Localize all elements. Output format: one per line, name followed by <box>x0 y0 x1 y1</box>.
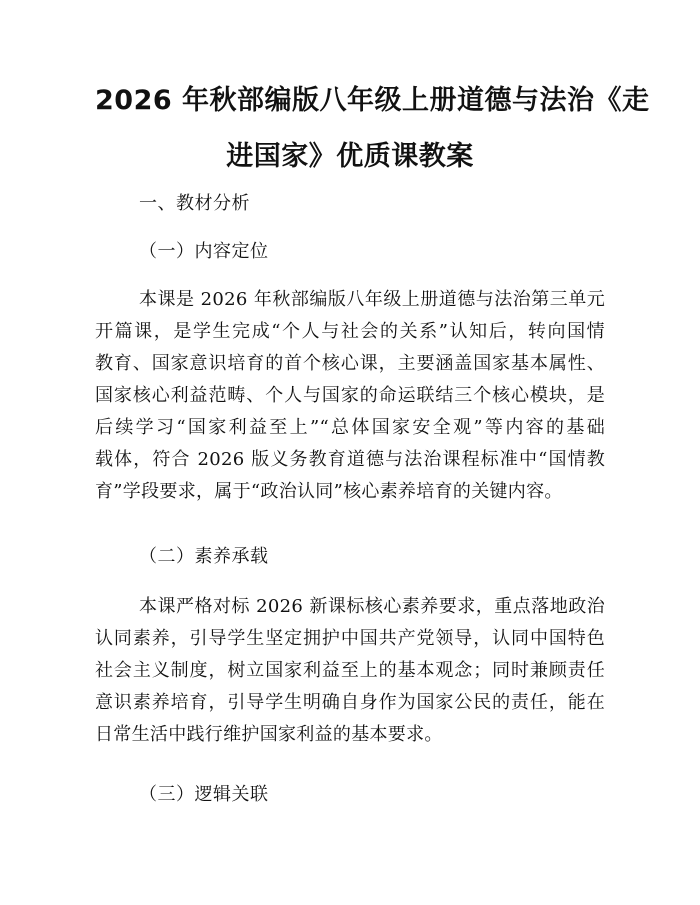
paragraph-line: 意识素养培育，引导学生明确自身作为国家公民的责任，能在 <box>95 692 605 713</box>
section-heading-textbook-analysis: 一、教材分析 <box>139 193 250 214</box>
paragraph-line: 教育、国家意识培育的首个核心课，主要涵盖国家基本属性、 <box>95 353 605 374</box>
paragraph-line: 本课是 2026 年秋部编版八年级上册道德与法治第三单元 <box>139 289 605 310</box>
paragraph-line: 认同素养，引导学生坚定拥护中国共产党领导，认同中国特色 <box>95 628 605 649</box>
subsection-heading-literacy-bearing: （二）素养承载 <box>139 546 269 567</box>
subsection-heading-logical-connection: （三）逻辑关联 <box>139 784 269 805</box>
document-title-line-1: 2026 年秋部编版八年级上册道德与法治《走 <box>95 85 650 116</box>
paragraph-line: 载体，符合 2026 版义务教育道德与法治课程标准中“国情教 <box>95 449 605 470</box>
paragraph-line: 国家核心利益范畴、个人与国家的命运联结三个核心模块，是 <box>95 385 605 406</box>
document-title-line-2: 进国家》优质课教案 <box>226 141 474 172</box>
paragraph-line: 本课严格对标 2026 新课标核心素养要求，重点落地政治 <box>139 596 605 617</box>
subsection-heading-content-positioning: （一）内容定位 <box>139 241 269 262</box>
paragraph-line: 开篇课，是学生完成“个人与社会的关系”认知后，转向国情 <box>95 321 605 342</box>
paragraph-line: 后续学习“国家利益至上”“总体国家安全观”等内容的基础 <box>95 417 605 438</box>
paragraph-line: 社会主义制度，树立国家利益至上的基本观念；同时兼顾责任 <box>95 660 605 681</box>
paragraph-line: 日常生活中践行维护国家利益的基本要求。 <box>95 724 443 745</box>
paragraph-line: 育”学段要求，属于“政治认同”核心素养培育的关键内容。 <box>95 481 563 502</box>
